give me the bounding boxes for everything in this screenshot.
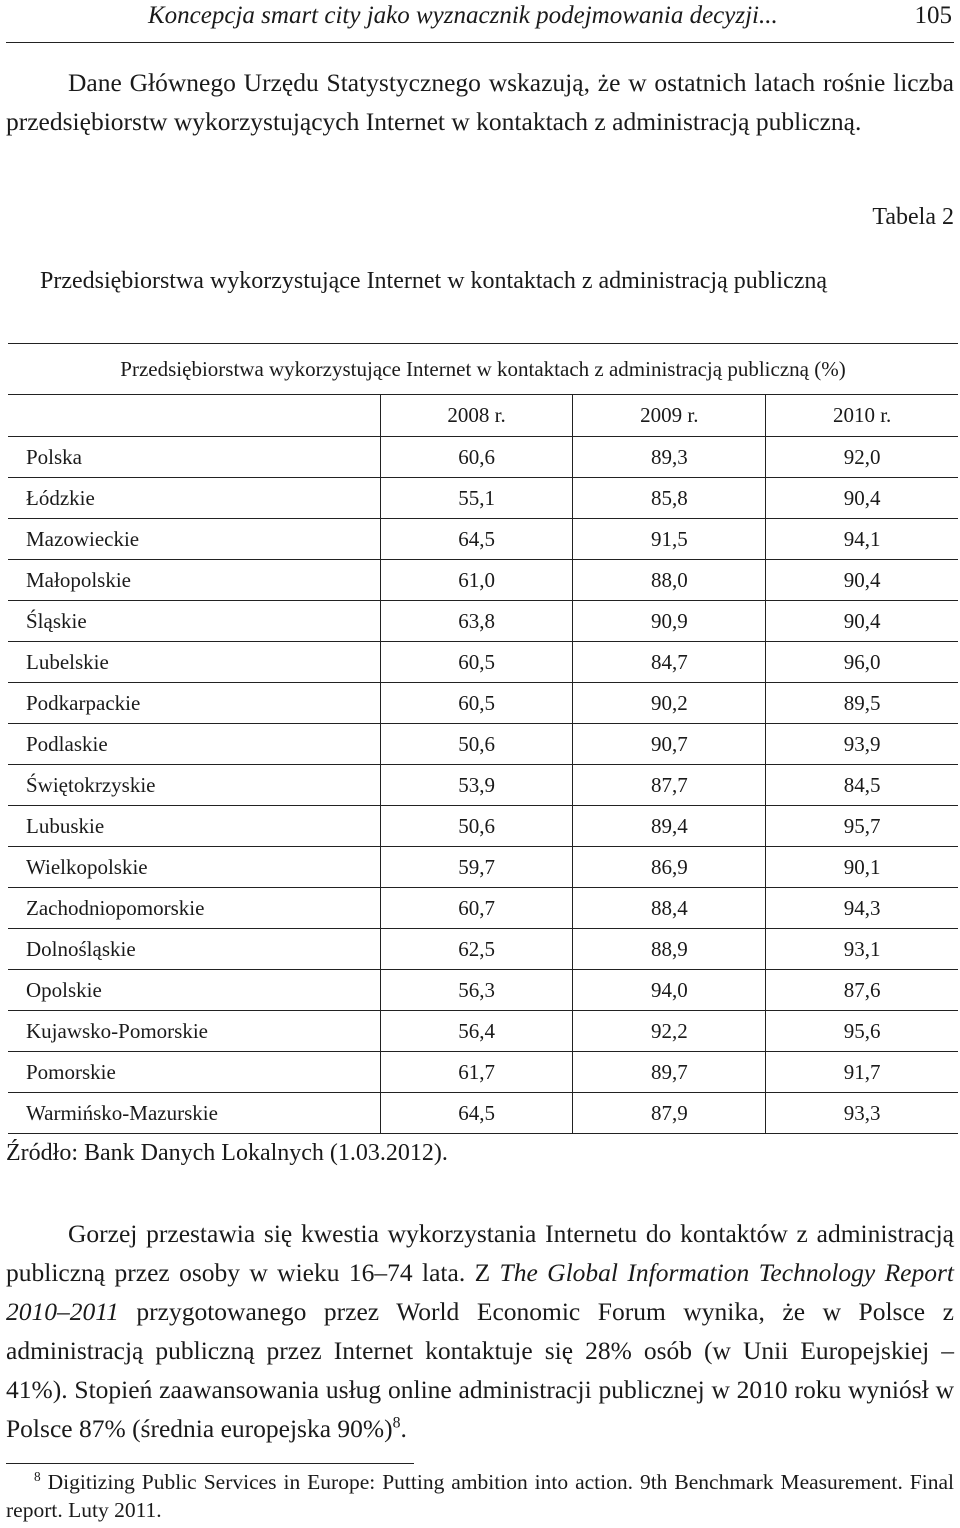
table-row bbox=[8, 847, 958, 888]
value-2008-cell: 56,4 bbox=[380, 1011, 573, 1052]
region-cell: Opolskie bbox=[8, 970, 380, 1011]
value-2010-cell: 87,6 bbox=[766, 970, 958, 1011]
region-cell: Polska bbox=[8, 437, 380, 478]
value-2009-cell: 87,9 bbox=[573, 1093, 766, 1134]
year-header-2009: 2009 r. bbox=[573, 395, 766, 437]
value-2008-cell: 61,0 bbox=[380, 560, 573, 601]
report-title: The Global Information Technology Report 2010–2011 bbox=[6, 1258, 955, 1326]
region-cell: Dolnośląskie bbox=[8, 929, 380, 970]
table-source: Źródło: Bank Danych Lokalnych (1.03.2012). bbox=[6, 1140, 448, 1166]
value-2009-cell: 89,4 bbox=[573, 806, 766, 847]
table-header-row bbox=[8, 344, 958, 395]
table-row bbox=[8, 601, 958, 642]
value-2008-cell: 50,6 bbox=[380, 724, 573, 765]
value-2008-cell: 50,6 bbox=[380, 806, 573, 847]
table-row bbox=[8, 437, 958, 478]
value-2009-cell: 90,2 bbox=[573, 683, 766, 724]
value-2008-cell: 60,5 bbox=[380, 642, 573, 683]
table-row bbox=[8, 765, 958, 806]
value-2010-cell: 95,6 bbox=[766, 1011, 958, 1052]
value-2008-cell: 59,7 bbox=[380, 847, 573, 888]
region-cell: Podkarpackie bbox=[8, 683, 380, 724]
table-row bbox=[8, 1052, 958, 1093]
value-2010-cell: 90,4 bbox=[766, 560, 958, 601]
value-2008-cell: 55,1 bbox=[380, 478, 573, 519]
table-row bbox=[8, 970, 958, 1011]
year-header-2008: 2008 r. bbox=[380, 395, 573, 437]
statistics-table bbox=[8, 343, 958, 1134]
second-paragraph bbox=[6, 1214, 954, 1448]
value-2008-cell: 56,3 bbox=[380, 970, 573, 1011]
value-2008-cell: 60,5 bbox=[380, 683, 573, 724]
value-2008-cell: 61,7 bbox=[380, 1052, 573, 1093]
value-2009-cell: 84,7 bbox=[573, 642, 766, 683]
value-2010-cell: 91,7 bbox=[766, 1052, 958, 1093]
value-2009-cell: 90,7 bbox=[573, 724, 766, 765]
value-2010-cell: 96,0 bbox=[766, 642, 958, 683]
footnote bbox=[6, 1468, 954, 1524]
footnote-rule bbox=[6, 1463, 414, 1464]
value-2009-cell: 88,9 bbox=[573, 929, 766, 970]
value-2010-cell: 94,1 bbox=[766, 519, 958, 560]
value-2010-cell: 93,3 bbox=[766, 1093, 958, 1134]
value-2009-cell: 91,5 bbox=[573, 519, 766, 560]
table-row bbox=[8, 519, 958, 560]
value-2010-cell: 90,1 bbox=[766, 847, 958, 888]
value-2009-cell: 88,4 bbox=[573, 888, 766, 929]
value-2008-cell: 53,9 bbox=[380, 765, 573, 806]
value-2009-cell: 86,9 bbox=[573, 847, 766, 888]
value-2009-cell: 89,3 bbox=[573, 437, 766, 478]
value-2010-cell: 84,5 bbox=[766, 765, 958, 806]
table-row bbox=[8, 929, 958, 970]
footnote-text: Digitizing Public Services in Europe: Putting ambition into action. 9th Benchmark Measurement. Final report. Luty 2011. bbox=[6, 1470, 954, 1522]
region-cell: Lubelskie bbox=[8, 642, 380, 683]
region-cell: Pomorskie bbox=[8, 1052, 380, 1093]
value-2009-cell: 94,0 bbox=[573, 970, 766, 1011]
intro-paragraph: Dane Głównego Urzędu Statystycznego wskazują, że w ostatnich latach rośnie liczba przedsiębiorstw wykorzystujących Internet w kontaktach z administracją publiczną. bbox=[6, 68, 954, 136]
region-cell: Mazowieckie bbox=[8, 519, 380, 560]
table-row bbox=[8, 478, 958, 519]
value-2010-cell: 95,7 bbox=[766, 806, 958, 847]
table-row bbox=[8, 642, 958, 683]
value-2010-cell: 93,1 bbox=[766, 929, 958, 970]
table-row bbox=[8, 724, 958, 765]
region-cell: Łódzkie bbox=[8, 478, 380, 519]
table-label: Tabela 2 bbox=[872, 204, 954, 230]
value-2009-cell: 90,9 bbox=[573, 601, 766, 642]
value-2010-cell: 90,4 bbox=[766, 478, 958, 519]
value-2008-cell: 60,6 bbox=[380, 437, 573, 478]
table-row bbox=[8, 560, 958, 601]
value-2010-cell: 94,3 bbox=[766, 888, 958, 929]
value-2010-cell: 93,9 bbox=[766, 724, 958, 765]
table-row bbox=[8, 1011, 958, 1052]
value-2008-cell: 64,5 bbox=[380, 1093, 573, 1134]
running-title: Koncepcja smart city jako wyznacznik podejmowania decyzji... bbox=[148, 2, 778, 29]
region-cell: Zachodniopomorskie bbox=[8, 888, 380, 929]
table-row bbox=[8, 1093, 958, 1134]
table-years-row bbox=[8, 395, 958, 437]
region-cell: Wielkopolskie bbox=[8, 847, 380, 888]
paragraph-text-part1: Gorzej przestawia się kwestia wykorzystania Internetu do kontaktów z administracją publiczną przez osoby w wieku 16–74 lata. Z bbox=[6, 1219, 954, 1287]
value-2010-cell: 92,0 bbox=[766, 437, 958, 478]
value-2009-cell: 92,2 bbox=[573, 1011, 766, 1052]
year-header-2010: 2010 r. bbox=[766, 395, 958, 437]
table-row bbox=[8, 806, 958, 847]
region-cell: Świętokrzyskie bbox=[8, 765, 380, 806]
value-2008-cell: 60,7 bbox=[380, 888, 573, 929]
region-cell: Małopolskie bbox=[8, 560, 380, 601]
region-cell: Podlaskie bbox=[8, 724, 380, 765]
paragraph-text-part2: przygotowanego przez World Economic Forum wynika, że w Polsce z administracją publiczną przez Internet kontaktuje się 28% osób (w Unii Europejskiej – 41%). Stopień zaawansowania usług online administracji publicznej w 2010 roku wyniósł w Polsce 87% (średnia europejska 90%) bbox=[6, 1297, 954, 1443]
page-number: 105 bbox=[914, 2, 952, 29]
table-row bbox=[8, 683, 958, 724]
value-2009-cell: 87,7 bbox=[573, 765, 766, 806]
value-2008-cell: 63,8 bbox=[380, 601, 573, 642]
running-header bbox=[6, 2, 954, 43]
value-2009-cell: 88,0 bbox=[573, 560, 766, 601]
table-header: Przedsiębiorstwa wykorzystujące Internet w kontaktach z administracją publiczną (%) bbox=[8, 344, 958, 395]
value-2010-cell: 90,4 bbox=[766, 601, 958, 642]
region-cell: Warmińsko-Mazurskie bbox=[8, 1093, 380, 1134]
region-cell: Kujawsko-Pomorskie bbox=[8, 1011, 380, 1052]
value-2009-cell: 85,8 bbox=[573, 478, 766, 519]
value-2008-cell: 62,5 bbox=[380, 929, 573, 970]
region-cell: Śląskie bbox=[8, 601, 380, 642]
footnote-reference: 8 bbox=[392, 1414, 401, 1432]
region-cell: Lubuskie bbox=[8, 806, 380, 847]
footnote-number: 8 bbox=[34, 1468, 41, 1484]
paragraph-end: . bbox=[400, 1414, 407, 1443]
table-row bbox=[8, 888, 958, 929]
value-2009-cell: 89,7 bbox=[573, 1052, 766, 1093]
table-corner-cell bbox=[8, 395, 380, 437]
value-2008-cell: 64,5 bbox=[380, 519, 573, 560]
value-2010-cell: 89,5 bbox=[766, 683, 958, 724]
table-title: Przedsiębiorstwa wykorzystujące Internet w kontaktach z administracją publiczną bbox=[40, 268, 828, 294]
